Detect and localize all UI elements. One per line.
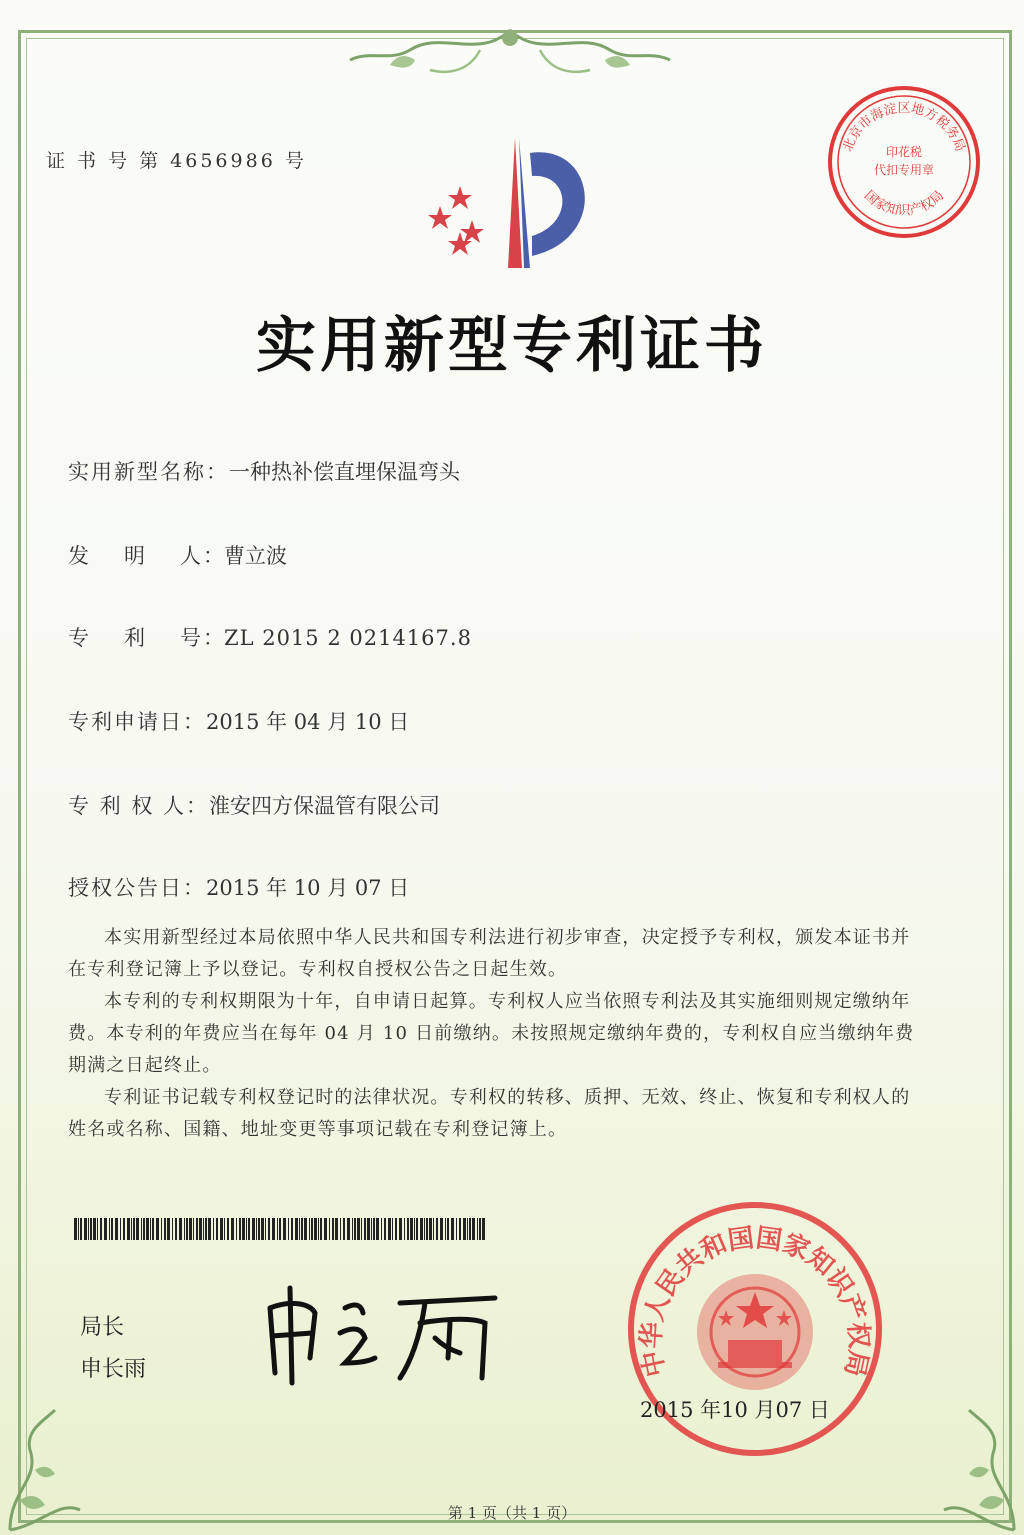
- barcode-bar: [236, 1218, 237, 1240]
- field-value: 淮安四方保温管有限公司: [209, 794, 441, 818]
- barcode-bar: [143, 1218, 145, 1240]
- barcode-bar: [314, 1218, 317, 1240]
- svg-text:北京市海淀区地方税务局: 北京市海淀区地方税务局: [840, 101, 968, 154]
- barcode-bar: [120, 1218, 121, 1240]
- barcode-bar: [469, 1218, 471, 1240]
- barcode-bar: [301, 1218, 303, 1240]
- patent-office-logo: [420, 128, 620, 278]
- barcode-bar: [156, 1218, 159, 1240]
- body-paragraph: 本实用新型经过本局依照中华人民共和国专利法进行初步审查，决定授予专利权，颁发本证书并在专利登记簿上予以登记。专利权自授权公告之日起生效。: [68, 927, 911, 980]
- field-label: 实用新型名称：: [68, 460, 229, 484]
- barcode-bar: [416, 1218, 418, 1240]
- barcode-bar: [371, 1218, 372, 1240]
- svg-text:中华人民共和国国家知识产权局: 中华人民共和国国家知识产权局: [636, 1223, 874, 1380]
- svg-text:代扣专用章: 代扣专用章: [873, 163, 935, 177]
- field-announcement-date: [68, 872, 409, 902]
- barcode-bar: [115, 1218, 118, 1240]
- field-label: 发 明 人: [68, 544, 203, 568]
- barcode-bar: [424, 1218, 425, 1240]
- barcode-bar: [256, 1218, 257, 1240]
- barcode-bar: [104, 1218, 107, 1240]
- barcode-bar: [252, 1218, 255, 1240]
- barcode-bar: [111, 1218, 113, 1240]
- barcode-bar: [482, 1218, 485, 1240]
- body-paragraph: 专利证书记载专利权登记时的法律状况。专利权的转移、质押、无效、终止、恢复和专利权人的姓名或名称、国籍、地址变更等事项记载在专利登记簿上。: [68, 1087, 911, 1140]
- field-patentee: [68, 790, 440, 820]
- certificate-number: 证 书 号 第 4656986 号: [46, 150, 307, 172]
- barcode-bar: [277, 1218, 278, 1240]
- barcode-bar: [283, 1218, 286, 1240]
- barcode-bar: [357, 1218, 360, 1240]
- barcode-bar: [90, 1218, 92, 1240]
- barcode-bar: [231, 1218, 234, 1240]
- barcode-bar: [123, 1218, 125, 1240]
- svg-text:印花税: 印花税: [885, 145, 923, 159]
- barcode-bar: [367, 1218, 370, 1240]
- field-value: 2015 年 10 月 07 日: [206, 876, 410, 900]
- barcode-bar: [384, 1218, 386, 1240]
- barcode-bar: [248, 1218, 250, 1240]
- barcode-bar: [399, 1218, 402, 1240]
- barcode-bar: [208, 1218, 211, 1240]
- barcode-bar: [291, 1218, 293, 1240]
- barcode-bar: [311, 1218, 313, 1240]
- barcode-bar: [146, 1218, 149, 1240]
- barcode-bar: [184, 1218, 185, 1240]
- barcode-bar: [288, 1218, 289, 1240]
- barcode-bar: [451, 1218, 454, 1240]
- barcode-bar: [477, 1218, 478, 1240]
- field-label: 专利申请日：: [68, 710, 206, 734]
- barcode-bar: [304, 1218, 307, 1240]
- barcode-bar: [335, 1218, 338, 1240]
- barcode-bar: [279, 1218, 281, 1240]
- barcode-bar: [410, 1218, 413, 1240]
- barcode-bar: [407, 1218, 409, 1240]
- barcode-bar: [161, 1218, 162, 1240]
- barcode-bar: [456, 1218, 457, 1240]
- director-name: 申长雨: [80, 1357, 147, 1382]
- barcode-bar: [150, 1218, 151, 1240]
- body-paragraph: 本专利的专利权期限为十年，自申请日起算。专利权人应当依照专利法及其实施细则规定缴纳年费。本专利的年费应当在每年 04 月 10 日前缴纳。未按照规定缴纳年费的，专利权自应当缴纳年费期满之日起终止。: [68, 991, 915, 1076]
- barcode-bar: [414, 1218, 415, 1240]
- barcode-bar: [133, 1218, 135, 1240]
- barcode-bar: [479, 1218, 481, 1240]
- barcode-bar: [463, 1218, 466, 1240]
- barcode-bar: [242, 1218, 245, 1240]
- barcode-bar: [324, 1218, 327, 1240]
- barcode-bar: [392, 1218, 393, 1240]
- field-label: 专 利 权 人：: [68, 794, 210, 818]
- barcode-bar: [227, 1218, 229, 1240]
- barcode-bar: [364, 1218, 366, 1240]
- barcode-bar: [299, 1218, 300, 1240]
- barcode-bar: [246, 1218, 247, 1240]
- barcode-bar: [343, 1218, 345, 1240]
- barcode-bar: [164, 1218, 166, 1240]
- barcode-bar: [88, 1218, 89, 1240]
- field-label: 授权公告日：: [68, 876, 206, 900]
- barcode-bar: [131, 1218, 132, 1240]
- barcode-bar: [224, 1218, 225, 1240]
- barcode-bar: [404, 1218, 405, 1240]
- director-signature: [260, 1278, 510, 1388]
- barcode-bar: [127, 1218, 130, 1240]
- barcode-bar: [318, 1218, 319, 1240]
- barcode-bar: [472, 1218, 475, 1240]
- barcode-bar: [167, 1218, 170, 1240]
- barcode-bar: [268, 1218, 270, 1240]
- svg-text:国家知识产权局: 国家知识产权局: [860, 188, 948, 219]
- barcode-bar: [467, 1218, 468, 1240]
- barcode-bar: [381, 1218, 382, 1240]
- barcode-bar: [426, 1218, 428, 1240]
- barcode-bar: [340, 1218, 341, 1240]
- barcode-bar: [459, 1218, 461, 1240]
- barcode-bar: [361, 1218, 362, 1240]
- barcode-bar: [189, 1218, 192, 1240]
- barcode-bar: [84, 1218, 87, 1240]
- barcode-bar: [186, 1218, 188, 1240]
- barcode: [74, 1218, 488, 1240]
- field-value: 2015 年 04 月 10 日: [206, 710, 410, 734]
- barcode-bar: [74, 1218, 77, 1240]
- barcode-bar: [445, 1218, 446, 1240]
- field-value: 一种热补偿直埋保温弯头: [229, 460, 460, 484]
- barcode-bar: [395, 1218, 397, 1240]
- barcode-bar: [376, 1218, 379, 1240]
- field-filing-date: [68, 706, 409, 736]
- barcode-bar: [320, 1218, 322, 1240]
- barcode-bar: [175, 1218, 177, 1240]
- barcode-bar: [196, 1218, 198, 1240]
- barcode-bar: [100, 1218, 102, 1240]
- barcode-bar: [272, 1218, 275, 1240]
- barcode-bar: [172, 1218, 173, 1240]
- field-patent-number: 专 利 号 ：ZL 2015 2 0214167.8: [68, 622, 472, 652]
- barcode-bar: [388, 1218, 391, 1240]
- field-value: 曹立波: [224, 544, 287, 568]
- barcode-bar: [261, 1218, 264, 1240]
- barcode-bar: [93, 1218, 96, 1240]
- barcode-bar: [373, 1218, 375, 1240]
- barcode-bar: [429, 1218, 432, 1240]
- barcode-bar: [440, 1218, 443, 1240]
- field-inventor: 发 明 人 ：曹立波: [68, 540, 287, 570]
- certificate-title: 实用新型专利证书: [256, 311, 768, 381]
- barcode-bar: [80, 1218, 82, 1240]
- barcode-bar: [205, 1218, 207, 1240]
- barcode-bar: [420, 1218, 423, 1240]
- barcode-bar: [109, 1218, 110, 1240]
- barcode-bar: [220, 1218, 223, 1240]
- field-label: 专 利 号: [68, 626, 203, 650]
- tax-stamp-seal: [824, 82, 984, 242]
- barcode-bar: [213, 1218, 214, 1240]
- barcode-bar: [152, 1218, 154, 1240]
- barcode-bar: [141, 1218, 142, 1240]
- barcode-bar: [203, 1218, 204, 1240]
- barcode-bar: [78, 1218, 79, 1240]
- barcode-bar: [239, 1218, 241, 1240]
- field-utility-model-name: [68, 456, 460, 486]
- barcode-bar: [329, 1218, 330, 1240]
- seal-date: 2015 年10 月07 日: [640, 1398, 830, 1422]
- barcode-bar: [136, 1218, 139, 1240]
- barcode-bar: [179, 1218, 182, 1240]
- barcode-bar: [447, 1218, 449, 1240]
- barcode-bar: [193, 1218, 194, 1240]
- barcode-bar: [295, 1218, 298, 1240]
- page-footer: 第 1 页（共 1 页）: [447, 1504, 577, 1522]
- top-ornament: [330, 20, 690, 90]
- director-title: 局长: [80, 1315, 125, 1340]
- barcode-bar: [199, 1218, 202, 1240]
- barcode-bar: [436, 1218, 438, 1240]
- barcode-bar: [265, 1218, 266, 1240]
- barcode-bar: [433, 1218, 434, 1240]
- barcode-bar: [258, 1218, 260, 1240]
- field-value: ZL 2015 2 0214167.8: [224, 626, 472, 650]
- barcode-bar: [332, 1218, 334, 1240]
- barcode-bar: [216, 1218, 218, 1240]
- barcode-bar: [309, 1218, 310, 1240]
- barcode-bar: [347, 1218, 350, 1240]
- barcode-bar: [354, 1218, 356, 1240]
- barcode-bar: [352, 1218, 353, 1240]
- barcode-bar: [97, 1218, 98, 1240]
